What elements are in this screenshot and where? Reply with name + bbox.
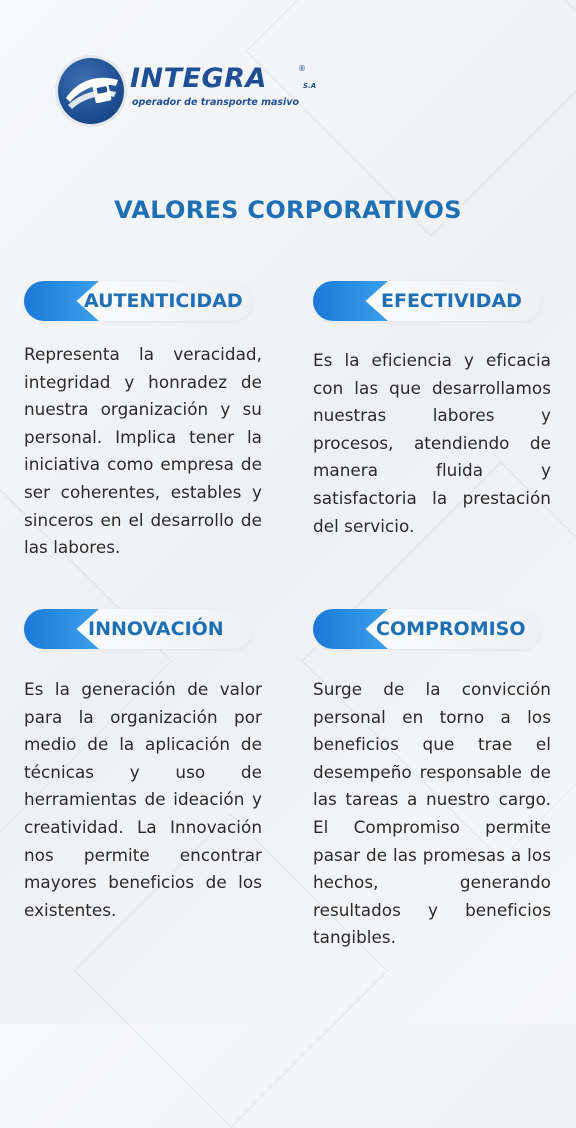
integra-logo <box>58 58 317 124</box>
value-pill-efectividad <box>313 281 542 321</box>
value-description: Surge de la convicción personal en torno a los beneficios que trae el desempeño responsable de las tareas a nuestro cargo. El Compromiso permite pasar de las promesas a los hechos, generando resultados y beneficios tangibles. <box>313 679 551 948</box>
value-label: EFECTIVIDAD <box>381 290 522 312</box>
value-pill-innovacion <box>24 609 253 649</box>
logo-brand-text: INTEGRA <box>130 63 267 94</box>
value-description: Es la eficiencia y eficacia con las que desarrollamos nuestras labores y procesos, atendiendo de manera fluida y satisfactoria la prestación del servicio. <box>313 350 551 536</box>
value-description: Es la generación de valor para la organización por medio de la aplicación de técnicas y uso de herramientas de ideación y creatividad. La Innovación nos permite encontrar mayores beneficios de los existentes. <box>24 679 262 920</box>
value-label: AUTENTICIDAD <box>84 290 243 312</box>
logo-emblem-icon <box>58 58 124 124</box>
logo-registered-mark: ® <box>298 64 306 73</box>
value-pill-autenticidad <box>24 281 253 321</box>
value-label: COMPROMISO <box>376 618 526 640</box>
value-pill-compromiso <box>313 609 542 649</box>
value-description: Representa la veracidad, integridad y honradez de nuestra organización y su personal. Implica tener la iniciativa como empresa de ser coherentes, estables y sinceros en el desarrollo de las labores. <box>24 344 262 558</box>
pill-accent-shape <box>313 281 388 321</box>
logo-tagline: operador de transporte masivo <box>132 97 300 108</box>
value-label: INNOVACIÓN <box>88 618 224 640</box>
page-title: VALORES CORPORATIVOS <box>114 196 462 224</box>
logo-suffix: S.A <box>303 82 317 90</box>
